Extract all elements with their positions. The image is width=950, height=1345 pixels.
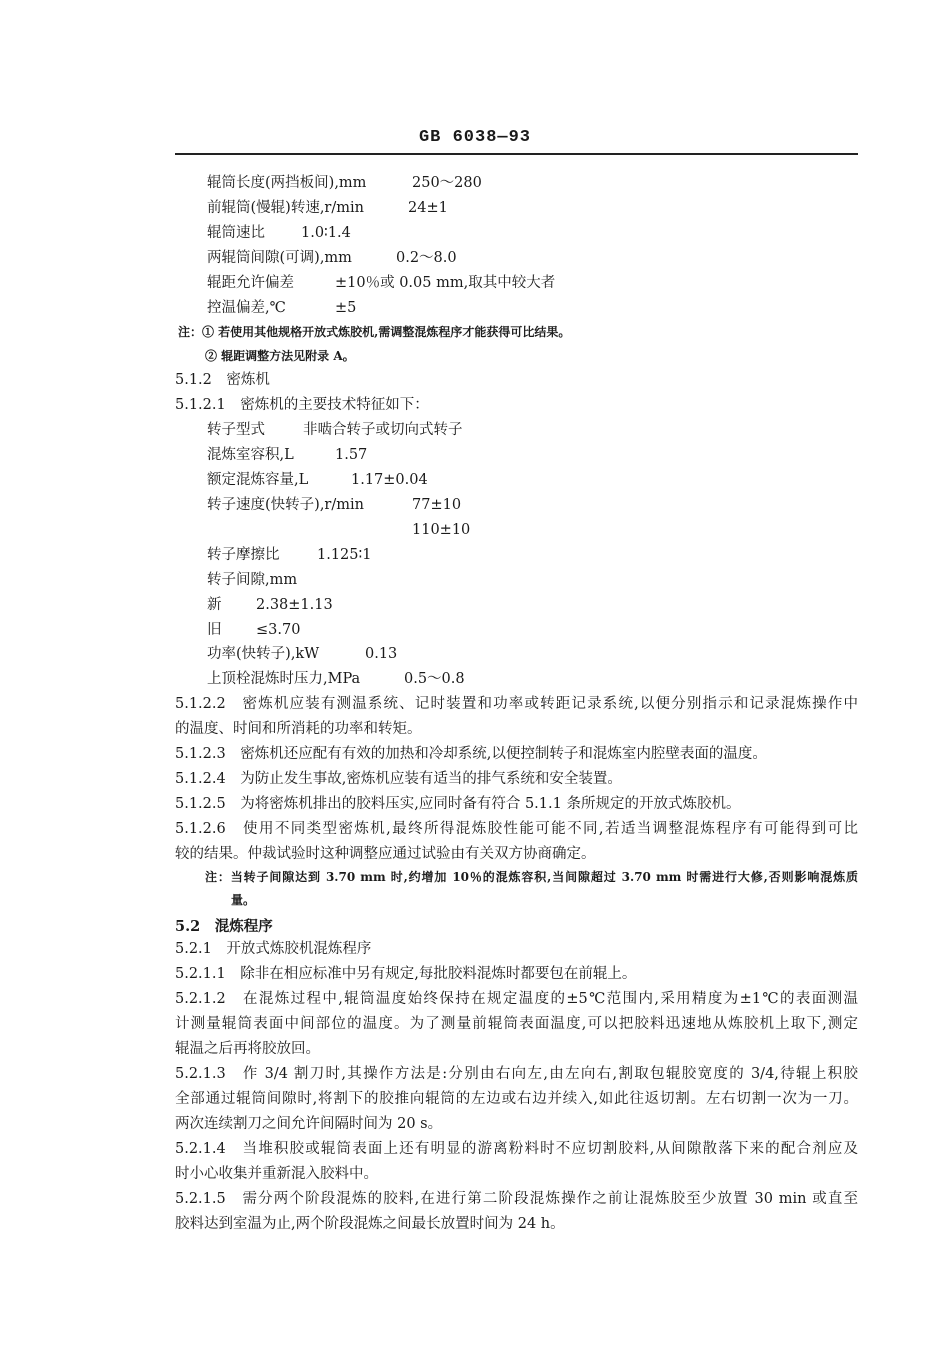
spec-row — [207, 642, 858, 667]
paragraph-line: 5.1.2.3 密炼机还应配有有效的加热和冷却系统,以便控制转子和混炼室内腔壁表面的温度。 — [175, 746, 767, 762]
spec-label: 控温偏差,℃ — [207, 300, 286, 316]
paragraph-line: 5.1.2.2 密炼机应装有测温系统、记时装置和功率或转距记录系统,以便分别指示和记录混炼操作中 — [175, 696, 858, 712]
spec-value: 非啮合转子或切向式转子 — [303, 422, 463, 438]
spec-label: 两辊筒间隙(可调),mm — [207, 250, 352, 266]
section-heading: 5.1.2 密炼机 — [175, 372, 270, 388]
clause: 5.1.2.1 密炼机的主要技术特征如下： — [175, 397, 429, 413]
paragraph-line: 全部通过辊筒间隙时,将割下的胶推向辊筒的左边或右边并续入,如此往返切割。左右切割一次为一刀。 — [175, 1091, 858, 1107]
paragraph-line: 5.2.1.2 在混炼过程中,辊筒温度始终保持在规定温度的±5℃范围内,采用精度为±1℃的表面测温 — [175, 991, 858, 1007]
paragraph-line: 5.2.1.3 作 3/4 割刀时,其操作方法是:分别由右向左,由左向右,割取包辊胶宽度的 3/4,待辊上积胶 — [175, 1066, 858, 1082]
spec-row — [207, 221, 858, 246]
paragraph-line: 计测量辊筒表面中间部位的温度。为了测量前辊筒表面温度,可以把胶料迅速地从炼胶机上取下,测定 — [175, 1016, 858, 1032]
spec-row — [207, 246, 858, 271]
spec-row — [207, 518, 858, 543]
spec-label: 辊距允许偏差 — [207, 275, 294, 291]
standard-number-header: GB 6038—93 — [418, 128, 532, 147]
paragraph-line: 5.1.2.5 为将密炼机排出的胶料压实,应同时备有符合 5.1.1 条所规定的开放式炼胶机。 — [175, 796, 741, 812]
spec-label: 新 — [207, 597, 222, 613]
spec-value: ≤3.70 — [256, 622, 301, 638]
paragraph-line: 5.2.1.4 当堆积胶或辊筒表面上还有明显的游离粉料时不应切割胶料,从间隙散落下来的配合剂应及 — [175, 1141, 858, 1157]
spec-label: 转子间隙,mm — [207, 572, 298, 588]
spec-row — [207, 543, 858, 568]
spec-value: 77±10 — [412, 497, 462, 513]
spec-label: 上顶栓混炼时压力,MPa — [207, 671, 361, 687]
spec-label: 转子摩擦比 — [207, 547, 280, 563]
paragraph-line: 5.2.1 开放式炼胶机混炼程序 — [175, 941, 372, 957]
paragraph-line: 5.1.2.4 为防止发生事故,密炼机应装有适当的排气系统和安全装置。 — [175, 771, 622, 787]
spec-label: 前辊筒(慢辊)转速,r/min — [207, 200, 364, 216]
paragraph-line: 5.2.1.1 除非在相应标准中另有规定,每批胶料混炼时都要包在前辊上。 — [175, 966, 637, 982]
spec-row — [207, 593, 858, 618]
header-rule — [175, 153, 858, 155]
spec-value: 1.125∶1 — [317, 547, 372, 563]
paragraph-line: 5.1.2.6 使用不同类型密炼机,最终所得混炼胶性能可能不同,若适当调整混炼程序有可能得到可比 — [175, 821, 858, 837]
paragraph-line: 5.2.1.5 需分两个阶段混炼的胶料,在进行第二阶段混炼操作之前让混炼胶至少放置 30 min 或直至 — [175, 1191, 858, 1207]
spec-row — [207, 196, 858, 221]
spec-row — [207, 568, 858, 593]
spec-value: 1.57 — [335, 447, 368, 463]
spec-label: 辊筒速比 — [207, 225, 265, 241]
spec-row — [207, 171, 858, 196]
spec-label: 混炼室容积,L — [207, 447, 294, 463]
spec-row — [207, 468, 858, 493]
spec-row — [207, 418, 858, 443]
spec-value: 110±10 — [412, 522, 471, 538]
spec-value: 250～280 — [412, 175, 482, 191]
note: 注：① 若使用其他规格开放式炼胶机,需调整混炼程序才能获得可比结果。 — [178, 325, 571, 339]
spec-label: 转子型式 — [207, 422, 265, 438]
note: ② 辊距调整方法见附录 A。 — [205, 349, 355, 363]
spec-value: ±5 — [335, 300, 357, 316]
spec-value: 0.5～0.8 — [404, 671, 465, 687]
spec-row — [207, 493, 858, 518]
spec-value: 1.17±0.04 — [351, 472, 428, 488]
spec-value: ±10％或 0.05 mm,取其中较大者 — [335, 275, 556, 291]
paragraph-line: 胶料达到室温为止,两个阶段混炼之间最长放置时间为 24 h。 — [175, 1216, 565, 1232]
spec-row — [207, 667, 858, 692]
spec-label: 旧 — [207, 622, 222, 638]
paragraph-line: 辊温之后再将胶放回。 — [175, 1041, 320, 1057]
spec-row — [207, 271, 858, 296]
paragraph-line: 较的结果。仲裁试验时这种调整应通过试验由有关双方协商确定。 — [175, 846, 596, 862]
note: 量。 — [231, 893, 256, 907]
spec-value: 24±1 — [408, 200, 448, 216]
section-heading: 5.2 混炼程序 — [175, 918, 273, 935]
spec-label: 转子速度(快转子),r/min — [207, 497, 364, 513]
spec-row — [207, 296, 858, 321]
spec-value: 1.0∶1.4 — [301, 225, 351, 241]
spec-label: 功率(快转子),kW — [207, 646, 320, 662]
paragraph-line: 两次连续割刀之间允许间隔时间为 20 s。 — [175, 1116, 443, 1132]
spec-value: 2.38±1.13 — [256, 597, 333, 613]
spec-label: 辊筒长度(两挡板间),mm — [207, 175, 367, 191]
note: 注：当转子间隙达到 3.70 mm 时,约增加 10％的混炼容积,当间隙超过 3.70 mm 时需进行大修,否则影响混炼质 — [205, 870, 858, 884]
paragraph-line: 的温度、时间和所消耗的功率和转矩。 — [175, 721, 422, 737]
spec-row — [207, 618, 858, 643]
paragraph-line: 时小心收集并重新混入胶料中。 — [175, 1166, 378, 1182]
spec-row — [207, 443, 858, 468]
spec-value: 0.2～8.0 — [396, 250, 457, 266]
spec-value: 0.13 — [365, 646, 398, 662]
spec-label: 额定混炼容量,L — [207, 472, 309, 488]
